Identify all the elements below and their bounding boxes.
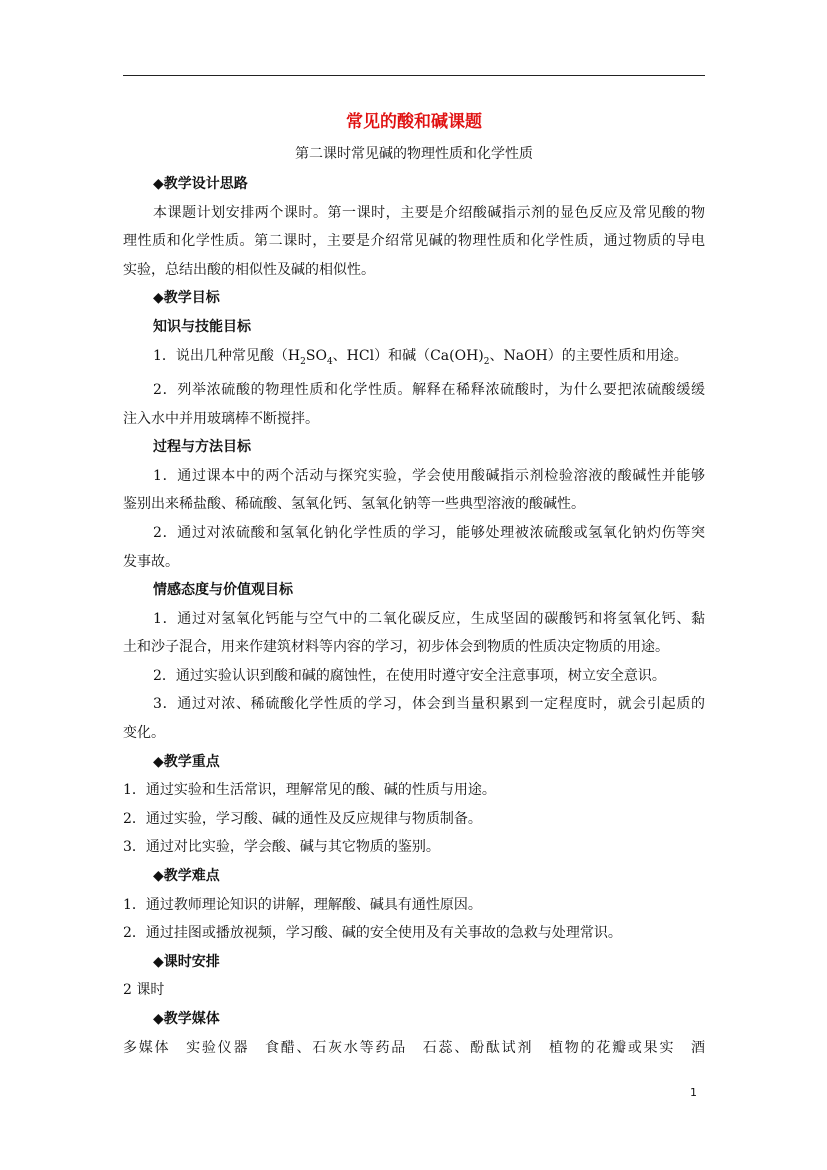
schedule-text: 2 课时 (123, 982, 165, 999)
list-item: 1．通过教师理论知识的讲解，理解酸、碱具有通性原因。 (123, 896, 482, 913)
list-item: 2．通过实验，学习酸、碱的通性及反应规律与物质制备。 (123, 810, 482, 827)
paragraph-line: 3．通过对浓、稀硫酸化学性质的学习，体会到当量积累到一定程度时，就会引起质的 (153, 696, 705, 713)
paragraph-line: 实验，总结出酸的相似性及碱的相似性。 (123, 261, 375, 278)
formula-text: 、NaOH）的主要性质和用途。 (489, 347, 688, 364)
media-list: 多媒体 实验仪器 食醋、石灰水等药品 石蕊、酚酞试剂 植物的花瓣或果实 酒 (123, 1039, 705, 1056)
document-body (123, 104, 705, 1062)
section-heading-schedule: ◆课时安排 (153, 953, 220, 970)
list-item: 1．通过实验和生活常识，理解常见的酸、碱的性质与用途。 (123, 782, 496, 799)
paragraph-line: 2．列举浓硫酸的物理性质和化学性质。解释在稀释浓硫酸时，为什么要把浓硫酸缓缓 (153, 381, 705, 398)
paragraph-line: 2．通过对浓硫酸和氢氧化钠化学性质的学习，能够处理被浓硫酸或氢氧化钠灼伤等突 (153, 524, 705, 541)
paragraph-line: 2．通过实验认识到酸和碱的腐蚀性，在使用时遵守安全注意事项，树立安全意识。 (153, 667, 666, 684)
paragraph-line: 变化。 (123, 725, 165, 742)
subscript: 2 (483, 356, 490, 367)
paragraph-line: 1．通过对氢氧化钙能与空气中的二氧化碳反应，生成坚固的碳酸钙和将氢氧化钙、黏 (153, 610, 705, 627)
paragraph-line: 注入水中并用玻璃棒不断搅拌。 (123, 410, 319, 427)
subscript: 2 (300, 356, 306, 367)
paragraph-line: 土和沙子混合，用来作建筑材料等内容的学习，初步体会到物质的性质决定物质的用途。 (123, 639, 669, 656)
paragraph-line: 本课题计划安排两个课时。第一课时，主要是介绍酸碱指示剂的显色反应及常见酸的物 (153, 204, 705, 221)
document-subtitle: 第二课时常见碱的物理性质和化学性质 (295, 146, 533, 162)
subheading-emotion: 情感态度与价值观目标 (153, 582, 293, 599)
section-heading-media: ◆教学媒体 (153, 1011, 220, 1028)
subheading-knowledge: 知识与技能目标 (153, 318, 251, 335)
document-title: 常见的酸和碱课题 (346, 112, 482, 132)
formula-text: 1．说出几种常见酸（H (153, 347, 301, 364)
knowledge-item-1 (123, 342, 705, 376)
section-heading-design: ◆教学设计思路 (153, 176, 248, 192)
formula-text: SO (305, 347, 327, 364)
section-heading-difficulty: ◆教学难点 (153, 868, 220, 885)
page-number: 1 (690, 1086, 697, 1099)
list-item: 2．通过挂图或播放视频，学习酸、碱的安全使用及有关事故的急救与处理常识。 (123, 925, 622, 942)
paragraph-line: 发事故。 (123, 553, 179, 570)
subheading-process: 过程与方法目标 (153, 439, 251, 456)
paragraph-line: 1．通过课本中的两个活动与探究实验，学会使用酸碱指示剂检验溶液的酸碱性并能够 (153, 467, 705, 484)
list-item: 3．通过对比实验，学会酸、碱与其它物质的鉴别。 (123, 839, 440, 856)
header-rule (123, 75, 705, 76)
paragraph-line: 理性质和化学性质。第二课时，主要是介绍常见碱的物理性质和化学性质，通过物质的导电 (123, 233, 705, 250)
formula-text: 、HCl）和碱（Ca(OH) (332, 347, 484, 364)
paragraph-line: 鉴别出来稀盐酸、稀硫酸、氢氧化钙、氢氧化钠等一些典型溶液的酸碱性。 (123, 496, 585, 513)
subscript: 4 (326, 356, 333, 367)
section-heading-focus: ◆教学重点 (153, 753, 220, 770)
section-heading-goals: ◆教学目标 (153, 290, 220, 307)
